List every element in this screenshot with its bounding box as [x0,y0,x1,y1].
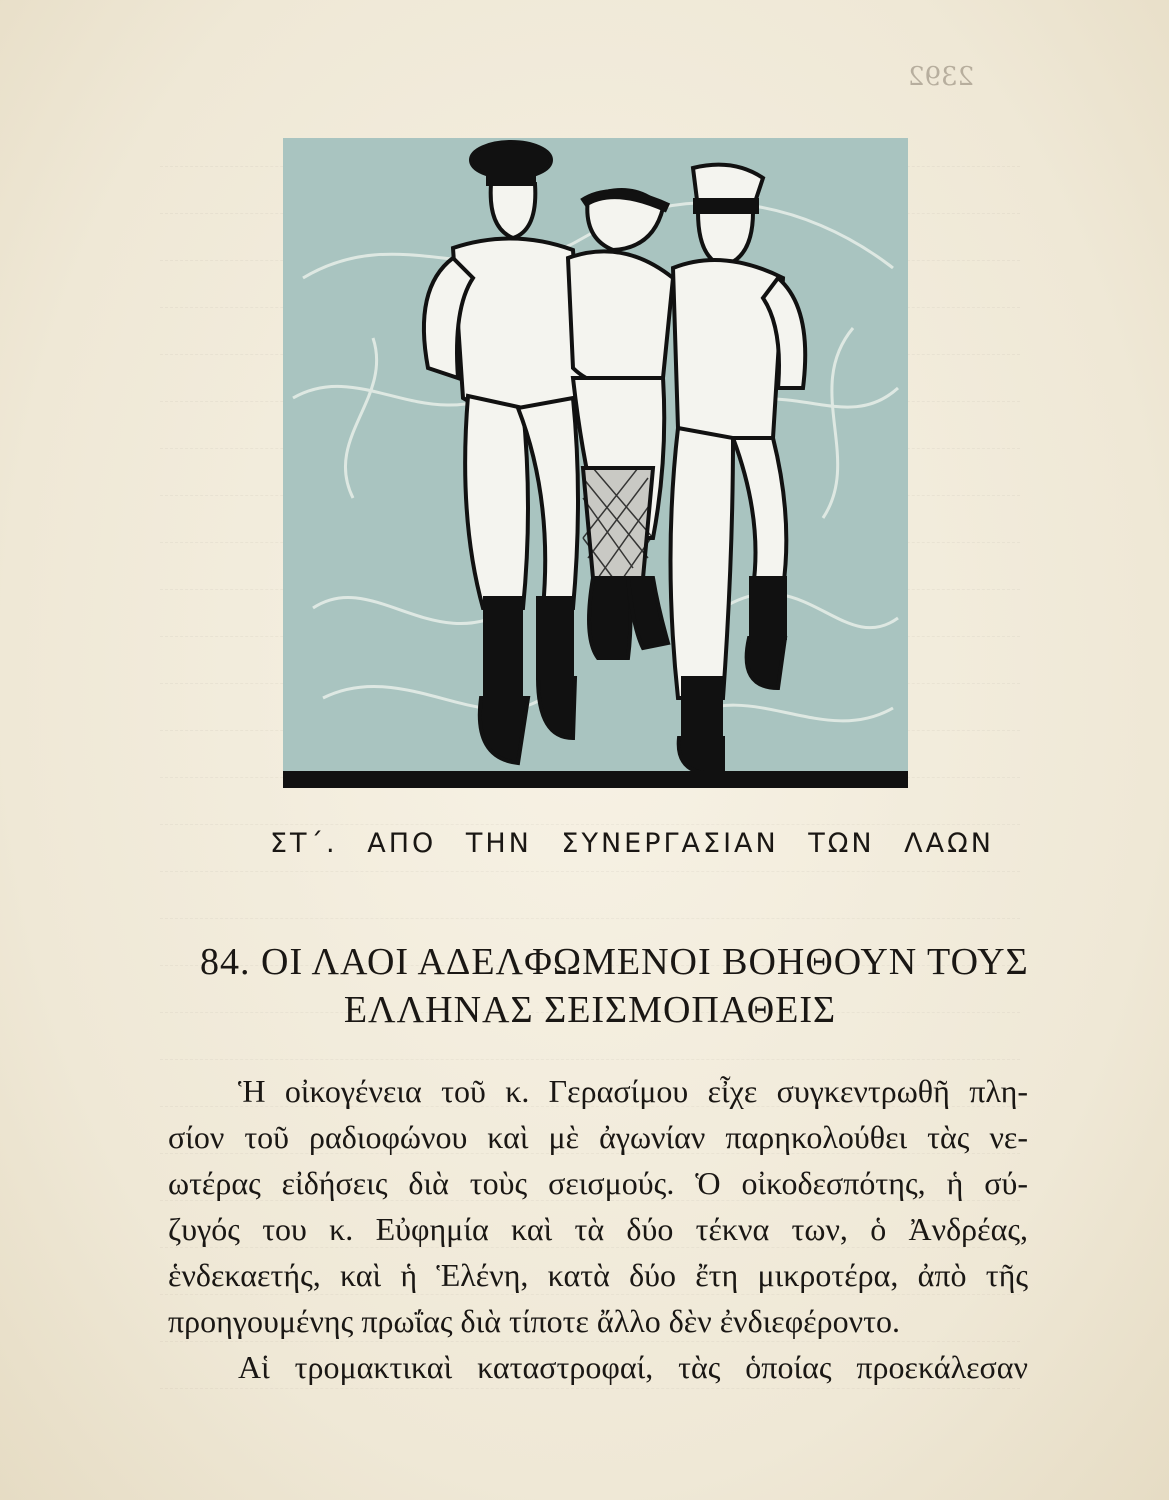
body-line: σίον τοῦ ραδιοφώνου καὶ μὲ ἀγωνίαν παρηκολούθει τὰς νε- [168,1119,1028,1155]
sailors-carrying-injured-man-icon [283,138,908,788]
body-line: Ἡ οἰκογένεια τοῦ κ. Γερασίμου εἶχε συγκεντρωθῆ πλη- [238,1073,1028,1109]
illustration-caption: ΣΤ΄. ΑΠΟ ΤΗΝ ΣΥΝΕΡΓΑΣΙΑΝ ΤΩΝ ΛΑΩΝ [270,828,994,859]
mirrored-page-number: 2392 [908,62,975,92]
body-line: Αἱ τρομακτικαὶ καταστροφαί, τὰς ὁποίας προεκάλεσαν [238,1349,1028,1385]
body-text [168,1068,1028,1390]
heading-line-2: ΕΛΛΗΝΑΣ ΣΕΙΣΜΟΠΑΘΕΙΣ [343,989,837,1031]
body-line: ζυγός του κ. Εὐφημία καὶ τὰ δύο τέκνα των, ὁ Ἀνδρέας, [168,1211,1028,1247]
heading-line-1: 84. ΟΙ ΛΑΟΙ ΑΔΕΛΦΩΜΕΝΟΙ ΒΟΗΘΟΥΝ ΤΟΥΣ [200,941,1029,983]
body-line: ἑνδεκαετής, καὶ ἡ Ἑλένη, κατὰ δύο ἔτη μικροτέρα, ἀπὸ τῆς [168,1257,1028,1293]
woodcut-illustration [283,138,908,788]
section-heading [200,938,1029,1034]
body-line: ωτέρας εἰδήσεις διὰ τοὺς σεισμούς. Ὁ οἰκοδεσπότης, ἡ σύ- [168,1165,1028,1201]
body-line: προηγουμένης πρωΐας διὰ τίποτε ἄλλο δὲν ἐνδιεφέροντο. [168,1303,900,1339]
